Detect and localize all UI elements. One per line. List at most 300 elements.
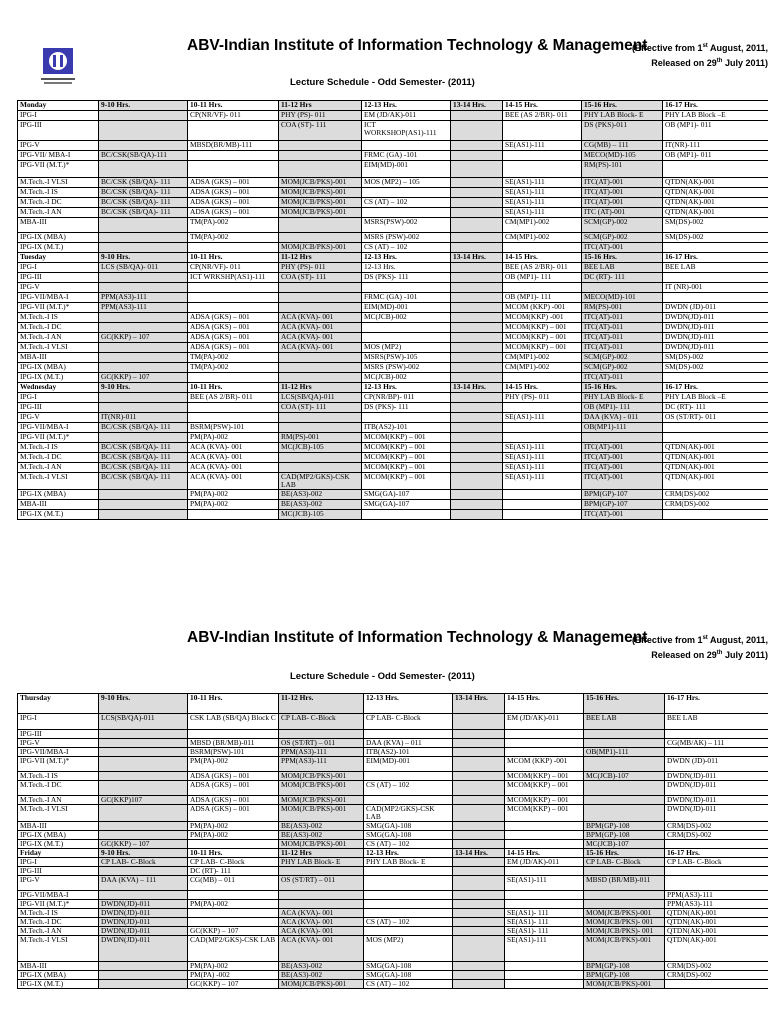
schedule-cell: SE(AS1)-111 <box>503 473 582 490</box>
schedule-cell <box>505 822 584 831</box>
schedule-cell: GC(KKP) – 107 <box>99 373 188 383</box>
schedule-cell: BE(AS3)-002 <box>279 490 362 500</box>
schedule-cell: CP LAB- C-Block <box>279 714 364 730</box>
schedule-cell: ITC(AT)-011 <box>582 313 663 323</box>
schedule-cell: ICT WORKSHOP(AS1)-111 <box>362 121 451 141</box>
schedule-cell: MOM(JCB/PKS)-001 <box>584 909 665 918</box>
schedule-cell: MBSD (BR/MB)-011 <box>584 876 665 891</box>
schedule-cell: MOM(JCB/PKS)-001 <box>279 198 362 208</box>
schedule-cell <box>453 962 505 971</box>
table-row <box>18 323 768 333</box>
page-title: ABV-Indian Institute of Information Technology & Management <box>187 37 648 54</box>
schedule-cell: ADSA (GKS) – 001 <box>188 333 279 343</box>
schedule-cell: OB (MP1)- 011 <box>663 121 768 141</box>
schedule-cell: SCM(GP)-002 <box>582 353 663 363</box>
schedule-cell <box>451 161 503 178</box>
schedule-cell <box>188 403 279 413</box>
schedule-cell: SE(AS1)- 111 <box>505 909 584 918</box>
program-label: M.Tech.-I AN <box>18 333 99 343</box>
schedule-cell: PPM(AS3)-111 <box>665 900 768 909</box>
program-label: M.Tech.-I IS <box>18 772 99 781</box>
day-label: Monday <box>18 101 99 111</box>
table-row <box>18 303 768 313</box>
schedule-cell: ADSA (GKS) – 001 <box>188 178 279 188</box>
schedule-cell <box>584 891 665 900</box>
schedule-cell <box>364 876 453 891</box>
schedule-cell: CS (AT) – 102 <box>364 781 453 796</box>
schedule-cell: ACA (KVA)- 001 <box>279 323 362 333</box>
schedule-cell <box>505 840 584 849</box>
schedule-cell: FRMC (GA) -101 <box>362 293 451 303</box>
schedule-cell <box>663 433 768 443</box>
schedule-cell <box>362 333 451 343</box>
table-row <box>18 796 768 805</box>
schedule-subtitle-2: Lecture Schedule - Odd Semester- (2011) <box>290 671 475 682</box>
effective-date-2: (Effective from 1st August, 2011, Released on 29th July 2011) <box>631 635 768 660</box>
schedule-cell: MC(JCB)-107 <box>584 840 665 849</box>
table-row <box>18 233 768 243</box>
schedule-cell <box>279 453 362 463</box>
table-row <box>18 730 768 739</box>
schedule-cell <box>99 867 188 876</box>
schedule-cell: SMG(GA)-108 <box>364 971 453 980</box>
schedule-cell: CRM(DS)-002 <box>665 831 768 840</box>
schedule-cell <box>451 141 503 151</box>
schedule-cell <box>99 233 188 243</box>
schedule-cell <box>453 805 505 822</box>
schedule-cell <box>99 971 188 980</box>
schedule-cell: PM(PA)-002 <box>188 900 279 909</box>
table-row <box>18 363 768 373</box>
schedule-cell: DS (PKS)- 111 <box>362 273 451 283</box>
program-label: IPG-VII/MBA-I <box>18 891 99 900</box>
schedule-cell <box>503 243 582 253</box>
schedule-cell <box>453 772 505 781</box>
schedule-cell: PHY LAB Block- E <box>582 111 663 121</box>
schedule-cell: DWDN(JD)-011 <box>665 805 768 822</box>
table-row <box>18 714 768 730</box>
schedule-cell: DAA (KVA) – 011 <box>364 739 453 748</box>
table-row <box>18 772 768 781</box>
day-header-row <box>18 849 768 858</box>
schedule-cell: ACA (KVA)- 001 <box>279 936 364 962</box>
schedule-cell: 10-11 Hrs. <box>188 849 279 858</box>
schedule-cell <box>99 403 188 413</box>
schedule-cell: PM(PA)-002 <box>188 822 279 831</box>
schedule-cell: 10-11 Hrs. <box>188 383 279 393</box>
schedule-table-mon-wed <box>17 100 768 520</box>
schedule-cell: CP(NR/VF)- 011 <box>188 263 279 273</box>
program-label: IPG-III <box>18 867 99 876</box>
program-label: M.Tech.-I VLSI <box>18 178 99 188</box>
schedule-cell <box>279 867 364 876</box>
schedule-cell <box>663 373 768 383</box>
schedule-cell: MCOM(KKP) – 001 <box>505 796 584 805</box>
program-label: IPG-I <box>18 263 99 273</box>
schedule-cell: BEE LAB <box>663 263 768 273</box>
schedule-cell: BC/CSK (SB/QA)- 111 <box>99 453 188 463</box>
schedule-cell <box>451 293 503 303</box>
program-label: M.Tech.-I IS <box>18 313 99 323</box>
schedule-cell: PHY (PS)- 011 <box>279 263 362 273</box>
schedule-cell: TM(PA)-002 <box>188 353 279 363</box>
schedule-cell: ITC(AT)-011 <box>582 343 663 353</box>
schedule-cell <box>451 323 503 333</box>
day-header-row <box>18 383 768 393</box>
schedule-cell: MSRS(PSW)-002 <box>362 218 451 233</box>
schedule-cell <box>451 218 503 233</box>
schedule-cell <box>188 909 279 918</box>
schedule-cell <box>663 273 768 283</box>
schedule-cell: MC(JCB)-002 <box>362 373 451 383</box>
schedule-cell <box>665 980 768 989</box>
program-label: IPG-V <box>18 876 99 891</box>
program-label: M.Tech.-I IS <box>18 909 99 918</box>
schedule-cell <box>451 403 503 413</box>
schedule-cell <box>584 867 665 876</box>
schedule-cell <box>99 891 188 900</box>
schedule-cell: 10-11 Hrs. <box>188 694 279 714</box>
program-label: M.Tech.-I DC <box>18 323 99 333</box>
schedule-cell: PPM(AS3)-111 <box>279 757 364 772</box>
schedule-cell: MCOM(KKP) – 001 <box>362 443 451 453</box>
program-label: MBA-III <box>18 353 99 363</box>
schedule-cell: CM(MP1)-002 <box>503 218 582 233</box>
table-row <box>18 909 768 918</box>
schedule-cell: IT (NR)-001 <box>663 283 768 293</box>
schedule-cell: PHY (PS)- 011 <box>279 111 362 121</box>
table-row <box>18 971 768 980</box>
schedule-cell <box>279 303 362 313</box>
schedule-cell <box>453 748 505 757</box>
schedule-cell <box>99 962 188 971</box>
schedule-cell: PHY LAB Block- E <box>364 858 453 867</box>
schedule-cell: 14-15 Hrs. <box>503 253 582 263</box>
schedule-cell: DS (PKS)-011 <box>582 121 663 141</box>
schedule-cell <box>188 413 279 423</box>
schedule-cell: QTDN(AK)-001 <box>663 198 768 208</box>
schedule-cell <box>582 433 663 443</box>
schedule-cell: MCOM(KKP) – 001 <box>362 473 451 490</box>
schedule-cell: MBSD(BR/MB)-111 <box>188 141 279 151</box>
program-label: M.Tech.-I IS <box>18 188 99 198</box>
schedule-cell: BPM(GP)-108 <box>584 822 665 831</box>
schedule-cell: ACA (KVA)- 001 <box>188 473 279 490</box>
schedule-subtitle: Lecture Schedule - Odd Semester- (2011) <box>290 77 475 88</box>
schedule-cell <box>453 831 505 840</box>
schedule-cell: ADSA (GKS) – 001 <box>188 323 279 333</box>
schedule-cell: MOM(JCB/PKS)- 001 <box>584 927 665 936</box>
schedule-cell: CAD(MP2/GKS)-CSK LAB <box>279 473 362 490</box>
schedule-cell: MOS (MP2) – 105 <box>362 178 451 188</box>
schedule-cell: PPM(AS3)-111 <box>279 748 364 757</box>
schedule-cell <box>453 936 505 962</box>
program-label: IPG-III <box>18 273 99 283</box>
schedule-cell <box>99 111 188 121</box>
schedule-cell <box>451 333 503 343</box>
schedule-cell: SCM(GP)-002 <box>582 218 663 233</box>
schedule-cell: ADSA (GKS) – 001 <box>188 796 279 805</box>
table-row <box>18 781 768 796</box>
schedule-cell: CSK LAB (SB/QA) Block C <box>188 714 279 730</box>
schedule-cell: SM(DS)-002 <box>663 233 768 243</box>
schedule-cell: RM(PS)-001 <box>279 433 362 443</box>
schedule-cell <box>99 433 188 443</box>
schedule-cell: PHY LAB Block- E <box>279 858 364 867</box>
schedule-cell <box>584 900 665 909</box>
schedule-cell: 15-16 Hrs. <box>584 694 665 714</box>
schedule-cell: CRM(DS)-002 <box>665 822 768 831</box>
schedule-cell: OS (ST/RT) – 011 <box>279 876 364 891</box>
schedule-cell: PPM(AS3)-111 <box>665 891 768 900</box>
schedule-cell <box>279 463 362 473</box>
schedule-cell: 16-17 Hrs. <box>663 101 768 111</box>
schedule-cell: QTDN(AK)-001 <box>663 473 768 490</box>
schedule-cell: DWDN(JD)-011 <box>663 323 768 333</box>
program-label: M.Tech.-I VLSI <box>18 805 99 822</box>
table-row <box>18 840 768 849</box>
schedule-cell: ADSA (GKS) – 001 <box>188 188 279 198</box>
table-row <box>18 748 768 757</box>
schedule-cell: 13-14 Hrs. <box>451 101 503 111</box>
schedule-cell: ACA (KVA)- 001 <box>279 918 364 927</box>
schedule-cell <box>505 962 584 971</box>
schedule-cell: MOM(JCB/PKS)-001 <box>279 772 364 781</box>
schedule-cell <box>362 283 451 293</box>
program-label: IPG-VII (M.T.)* <box>18 161 99 178</box>
table-row <box>18 423 768 433</box>
schedule-cell: OS (ST/RT)- 011 <box>663 413 768 423</box>
table-row <box>18 283 768 293</box>
table-row <box>18 373 768 383</box>
schedule-cell: BC/CSK (SB/QA)- 111 <box>99 423 188 433</box>
schedule-cell: MOS (MP2) <box>362 343 451 353</box>
schedule-cell: SMG(GA)-108 <box>364 822 453 831</box>
schedule-cell: BE(AS3)-002 <box>279 962 364 971</box>
schedule-cell: BC/CSK (SB/QA)- 111 <box>99 188 188 198</box>
schedule-cell <box>451 111 503 121</box>
schedule-cell: QTDN(AK)-001 <box>663 453 768 463</box>
schedule-cell: SE(AS1)-111 <box>503 453 582 463</box>
table-row <box>18 500 768 510</box>
schedule-cell: EIM(MD)-001 <box>362 161 451 178</box>
schedule-cell <box>505 891 584 900</box>
schedule-cell: EIM(MD)-001 <box>364 757 453 772</box>
schedule-cell: ITC(AT)-001 <box>582 243 663 253</box>
schedule-cell: CP(NR/VF)- 011 <box>188 111 279 121</box>
schedule-cell: QTDN(AK)-001 <box>663 188 768 198</box>
schedule-cell: PM(PA)-002 <box>188 757 279 772</box>
schedule-cell: ACA (KVA)- 001 <box>188 443 279 453</box>
schedule-cell: SMG(GA)-108 <box>364 962 453 971</box>
schedule-cell: 9-10 Hrs. <box>99 694 188 714</box>
schedule-cell: 16-17 Hrs. <box>663 383 768 393</box>
program-label: IPG-V <box>18 739 99 748</box>
schedule-cell: DAA (KVA) – 111 <box>99 876 188 891</box>
schedule-cell: MC(JCB)-105 <box>279 510 362 520</box>
schedule-cell <box>362 413 451 423</box>
schedule-cell <box>451 443 503 453</box>
schedule-cell: BPM(GP)-108 <box>584 831 665 840</box>
schedule-cell <box>451 208 503 218</box>
institute-logo-icon <box>41 48 75 88</box>
table-row <box>18 403 768 413</box>
schedule-cell <box>362 323 451 333</box>
schedule-cell: SE(AS1)-111 <box>503 443 582 453</box>
schedule-cell <box>99 161 188 178</box>
schedule-cell <box>505 730 584 739</box>
schedule-cell <box>451 500 503 510</box>
program-label: M.Tech.-I AN <box>18 927 99 936</box>
schedule-cell: ACA (KVA)- 001 <box>279 909 364 918</box>
schedule-cell: CP(NR/BP)- 011 <box>362 393 451 403</box>
schedule-cell: BC/CSK (SB/QA)- 111 <box>99 208 188 218</box>
program-label: IPG-IX (MBA) <box>18 490 99 500</box>
schedule-cell: ITC(AT)-001 <box>582 510 663 520</box>
schedule-cell: MOM(JCB/PKS)-001 <box>279 781 364 796</box>
schedule-cell: BC/CSK (SB/QA)- 111 <box>99 178 188 188</box>
schedule-cell <box>188 243 279 253</box>
schedule-cell: DWDN (JD)-011 <box>663 303 768 313</box>
table-row <box>18 739 768 748</box>
schedule-cell: CS (AT) – 102 <box>362 198 451 208</box>
schedule-cell <box>453 739 505 748</box>
schedule-cell: TM(PA)-002 <box>188 363 279 373</box>
schedule-cell <box>503 283 582 293</box>
schedule-cell: QTDN(AK)-001 <box>663 463 768 473</box>
schedule-cell <box>362 141 451 151</box>
table-row <box>18 208 768 218</box>
program-label: IPG-I <box>18 393 99 403</box>
table-row <box>18 161 768 178</box>
schedule-cell: CAD(MP2/GKS)-CSK LAB <box>364 805 453 822</box>
schedule-cell <box>503 433 582 443</box>
schedule-cell <box>451 273 503 283</box>
schedule-cell: ACA (KVA)- 001 <box>188 453 279 463</box>
schedule-cell: 11-12 Hrs <box>279 101 362 111</box>
schedule-cell <box>505 748 584 757</box>
schedule-cell: MOM(JCB/PKS)-001 <box>279 243 362 253</box>
schedule-cell <box>99 243 188 253</box>
schedule-cell: MOM(JCB/PKS)- 001 <box>584 918 665 927</box>
schedule-cell <box>505 831 584 840</box>
schedule-cell: 13-14 Hrs. <box>453 849 505 858</box>
schedule-cell: CG(MB) – 111 <box>582 141 663 151</box>
table-row <box>18 243 768 253</box>
program-label: IPG-IX (M.T.) <box>18 373 99 383</box>
schedule-cell <box>451 343 503 353</box>
program-label: M.Tech.-I AN <box>18 463 99 473</box>
schedule-cell: 16-17 Hrs. <box>665 694 768 714</box>
schedule-cell: CM(MP1)-002 <box>503 353 582 363</box>
schedule-cell: PPM(AS3)-111 <box>99 303 188 313</box>
table-row <box>18 490 768 500</box>
schedule-cell: TM(PA)-002 <box>188 233 279 243</box>
schedule-cell: CS (AT) – 102 <box>364 918 453 927</box>
schedule-cell: 14-15 Hrs. <box>505 849 584 858</box>
schedule-cell: MSRS (PSW)-002 <box>362 363 451 373</box>
schedule-cell: MECO(MD)-101 <box>582 293 663 303</box>
schedule-cell <box>188 151 279 161</box>
schedule-cell <box>99 313 188 323</box>
table-row <box>18 121 768 141</box>
program-label: IPG-V <box>18 413 99 423</box>
schedule-cell: 10-11 Hrs. <box>188 253 279 263</box>
schedule-cell: EM (JD/AK)-011 <box>505 714 584 730</box>
program-label: IPG-V <box>18 141 99 151</box>
schedule-cell: SCM(GP)-002 <box>582 233 663 243</box>
schedule-cell <box>99 283 188 293</box>
schedule-cell: ITC (AT)-001 <box>582 208 663 218</box>
table-row <box>18 141 768 151</box>
program-label: IPG-I <box>18 858 99 867</box>
schedule-cell: 12-13 Hrs. <box>362 101 451 111</box>
schedule-cell <box>451 463 503 473</box>
day-label: Wednesday <box>18 383 99 393</box>
schedule-cell <box>99 757 188 772</box>
schedule-cell <box>505 900 584 909</box>
schedule-cell <box>99 831 188 840</box>
table-row <box>18 453 768 463</box>
schedule-cell <box>505 971 584 980</box>
schedule-cell <box>99 121 188 141</box>
schedule-cell: BEE LAB <box>582 263 663 273</box>
schedule-cell: MOM(JCB/PKS)-001 <box>584 936 665 962</box>
schedule-cell <box>188 891 279 900</box>
schedule-cell: 11-12 Hrs <box>279 849 364 858</box>
schedule-cell: CS (AT) – 102 <box>364 980 453 989</box>
program-label: MBA-III <box>18 822 99 831</box>
schedule-cell <box>364 909 453 918</box>
program-label: IPG-III <box>18 121 99 141</box>
schedule-cell: BPM(GP)-108 <box>584 971 665 980</box>
schedule-cell <box>99 772 188 781</box>
schedule-cell <box>503 161 582 178</box>
program-label: IPG-VII/MBA-I <box>18 293 99 303</box>
schedule-cell: MCOM(KKP) – 001 <box>362 463 451 473</box>
schedule-cell <box>453 971 505 980</box>
table-row <box>18 757 768 772</box>
schedule-cell: OB(MP1)-111 <box>582 423 663 433</box>
schedule-cell: RM(PS)-001 <box>582 303 663 313</box>
schedule-cell: PM(PA)-002 <box>188 433 279 443</box>
schedule-cell <box>279 141 362 151</box>
schedule-cell: EM (JD/AK)-011 <box>505 858 584 867</box>
schedule-cell: BE(AS3)-002 <box>279 971 364 980</box>
schedule-cell <box>279 283 362 293</box>
table-row <box>18 188 768 198</box>
schedule-cell: CG(MB/AK) – 111 <box>665 739 768 748</box>
schedule-cell <box>99 393 188 403</box>
schedule-cell: EM (JD/AK)-011 <box>362 111 451 121</box>
table-row <box>18 293 768 303</box>
table-row <box>18 198 768 208</box>
schedule-cell <box>451 188 503 198</box>
schedule-cell: BE(AS3)-002 <box>279 831 364 840</box>
program-label: M.Tech.-I DC <box>18 453 99 463</box>
schedule-cell: PHY LAB Block- E <box>582 393 663 403</box>
schedule-cell <box>453 900 505 909</box>
schedule-cell: SE(AS1)-111 <box>503 198 582 208</box>
schedule-cell: QTDN(AK)-001 <box>663 443 768 453</box>
schedule-cell: IT(NR)-011 <box>99 413 188 423</box>
schedule-cell <box>453 891 505 900</box>
schedule-cell <box>451 510 503 520</box>
schedule-cell: SE(AS1)-111 <box>503 141 582 151</box>
schedule-cell: PM(PA)-002 <box>188 490 279 500</box>
schedule-cell <box>188 121 279 141</box>
schedule-cell <box>665 876 768 891</box>
